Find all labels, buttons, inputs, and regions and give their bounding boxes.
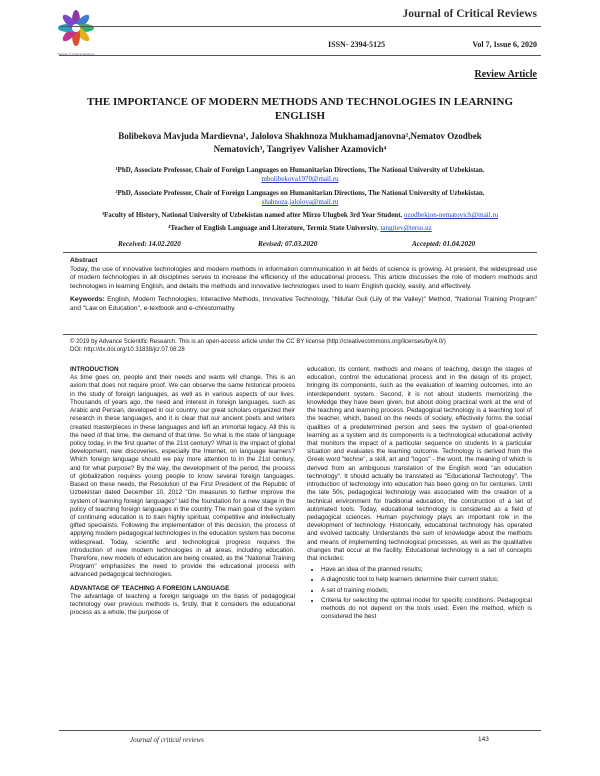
section-heading: ADVANTAGE OF TEACHING A FOREIGN LANGUAGE: [70, 584, 230, 592]
accepted-date: Accepted: 01.04.2020: [412, 240, 476, 248]
author-line: Nematovich³, Tangriyev Valisher Azamovich⁴: [213, 144, 387, 154]
body-paragraph: education, its content, methods and means of teaching, design the stages of education, control the educational process and in the design of its project, bringing its components, such as the evaluation of learning outcomes, into an interdependent system. Second, it is not about students memorizing the knowledge they have been given, but about doing practical work at the end of the teaching and learning process. Pedagogical technology is a teaching tool of the teacher, which, based on the needs of society, effectively forms the social qualities of a predetermined person and sees the system of goal-oriented learning as a system and its components is a technological educational activity that monitors the impact of a particular sequence on students in a particular situation and evaluates the learning outcome. Technology is derived from the Greek word "techne", a skill, art and "logos" - the word, the meaning of which is derived from an ambiguous translation of the English word "an education technology". It should actually be translated as "Educational Technology". The introduction of technology into education has been going on for centuries. Until the late 50s, pedagogical technology was associated with the creation of a technical environment for traditional education, the construction of a set of automated tools. Today, educational technology is considered as a field of pedagogical sciences. Human psychology plays an important role in the development of technology. Historically, educational technology has operated and evolved tactically. Understands the sum of knowledge about the methods and means of implementing technological processes, as well as the qualitative changes that occur at the facility. Educational technology is a set of concepts that includes:: [307, 366, 532, 563]
keywords: [70, 296, 537, 313]
author-list: [80, 130, 520, 156]
author-email[interactable]: mbolibekova1970@mail.ru: [261, 175, 339, 184]
author-email[interactable]: ozodbekjon-nematovich@mail.ru: [404, 211, 499, 220]
affiliation-text: ¹PhD, Associate Professor, Chair of Foreign Languages on Humanitarian Directions, The National University of Uzbekistan.: [115, 166, 485, 174]
abstract-heading: Abstract: [70, 257, 98, 264]
journal-name: Journal of Critical Reviews: [402, 8, 537, 20]
header-rule: [59, 26, 541, 27]
body-paragraph: The advantage of teaching a foreign language on the basis of pedagogical technology over previous methods is, firstly, that it considers the educational process as a whole, the purpose of: [70, 592, 295, 617]
affiliation: [70, 211, 530, 220]
article-type: Review Article: [474, 69, 537, 80]
list-item: • A diagnostic tool to help learners determine their current status;: [321, 576, 532, 584]
abstract-body: Today, the use of innovative technologies and modern methods in information communication in all fields of science is growing. At present, the widespread use of modern technologies in all disciplines serves to increase the efficiency of the educational process. This article discusses the role of modern methods and technologies in learning English, and details the methods and innovative technologies used to learn English quickly, easily, and effectively.: [70, 265, 537, 290]
revised-date: Revised: 07.03.2020: [258, 240, 318, 248]
author-email[interactable]: shahnoza.jalolova@mail.ru: [261, 197, 339, 206]
received-date: Received: 14.02.2020: [118, 240, 181, 248]
article-title: THE IMPORTANCE OF MODERN METHODS AND TECHNOLOGIES IN LEARNING ENGLISH: [86, 96, 513, 122]
footer-rule: [59, 730, 541, 731]
issn: ISSN- 2394-5125: [328, 40, 386, 49]
concept-list: [307, 566, 532, 621]
section-heading: INTRODUCTION: [70, 366, 119, 373]
affiliations: [70, 166, 530, 238]
affiliation: [70, 189, 530, 208]
header-rule-2: [59, 55, 541, 56]
page-number: 143: [478, 736, 489, 743]
keywords-label: Keywords:: [70, 296, 105, 304]
affiliation-text: ²PhD, Associate Professor, Chair of Foreign Languages on Humanitarian Directions, The National University of Uzbekistan.: [115, 188, 485, 197]
affiliation: [70, 166, 530, 185]
affiliation-text: ⁴Teacher of English Language and Literature, Termiz State University.: [168, 224, 379, 233]
logo-text: Journal of Critical Reviews: [57, 52, 95, 56]
list-item: • Criteria for selecting the optimal model for specific conditions. Pedagogical methods do not depend on the tools used. Even the method, which is considered the best: [321, 597, 532, 622]
abstract-rule-top: [63, 252, 537, 253]
affiliation-text: ³Faculty of History, National University of Uzbekistan named after Mirzo Ulugbek 3rd Year Student.: [101, 211, 403, 220]
abstract-section: [70, 257, 537, 314]
volume-issue: Vol 7, Issue 6, 2020: [472, 40, 537, 49]
copyright-block: [70, 338, 537, 354]
list-item: • Have an idea of the planned results;: [321, 566, 532, 574]
author-line: Bolibekova Mavjuda Mardievna¹, Jalolova Shakhnoza Mukhamadjanovna²,Nematov Ozodbek: [118, 131, 482, 141]
doi-link[interactable]: DOI: http://dx.doi.org/10.31838/jcr.07.06.28: [70, 347, 185, 353]
copyright-notice: © 2019 by Advance Scientific Research. This is an open-access article under the CC BY license (http://creativecommons.org/licenses/by/4.0/): [70, 339, 446, 345]
body-column-left: [70, 366, 295, 618]
keywords-text: English, Modern Technologies, Interactive Methods, Innovative Technology, "Nilufar Guli (Lily of the Valley)" Method, "National Training Program" and "Law on Education", e-textbook and e-chrestomathy.: [70, 296, 537, 312]
footer-journal: Journal of critical reviews: [130, 736, 204, 744]
abstract-rule-bottom: [63, 334, 537, 335]
body-column-right: [307, 366, 532, 624]
author-email[interactable]: tangriev@tersu.uz: [380, 224, 432, 233]
affiliation: [70, 224, 530, 233]
body-paragraph: As time goes on, people and their needs and wants will change. This is an axiom that does not require proof. We can observe the same historical process in the study of foreign languages, as well as in various aspects of our lives. Thousands of years ago, the need and interest in foreign languages, such as Arabic and Persian, developed in our country, our great scholars organized their research in these languages, and it is clear that our ancient poets and writers created masterpieces in these languages and left an immortal legacy. All this is the need of that time, the demand of that time. So what is the state of language policy today, in the first quarter of the 21st century? What is the impact of global development, new discoveries, especially the Internet, on language learners? Which foreign language should we pay more attention to in the 21st century, and for what purpose? By the way, the development of the period, the process of globalization requires young people to know several foreign languages. Based on these needs, the Resolution of the First President of the Republic of Uzbekistan dated December 10, 2012 "On measures to further improve the system of learning foreign languages" laid the foundation for a new stage in the policy of teaching foreign languages in the country. The main goal of the system of continuing education is to train highly spiritual, competitive and intellectually gifted specialists. Following the implementation of this decision, the process of applying modern pedagogical technologies in the education system has become widespread. Today, scientific and technological progress requires the introduction of new modern technologies in all areas, including education. Therefore, new models of education are being created, as the "National Training Program" emphasizes the need to provide the educational process with advanced pedagogical technologies.: [70, 374, 295, 579]
list-item: • A set of training models;: [321, 587, 532, 595]
